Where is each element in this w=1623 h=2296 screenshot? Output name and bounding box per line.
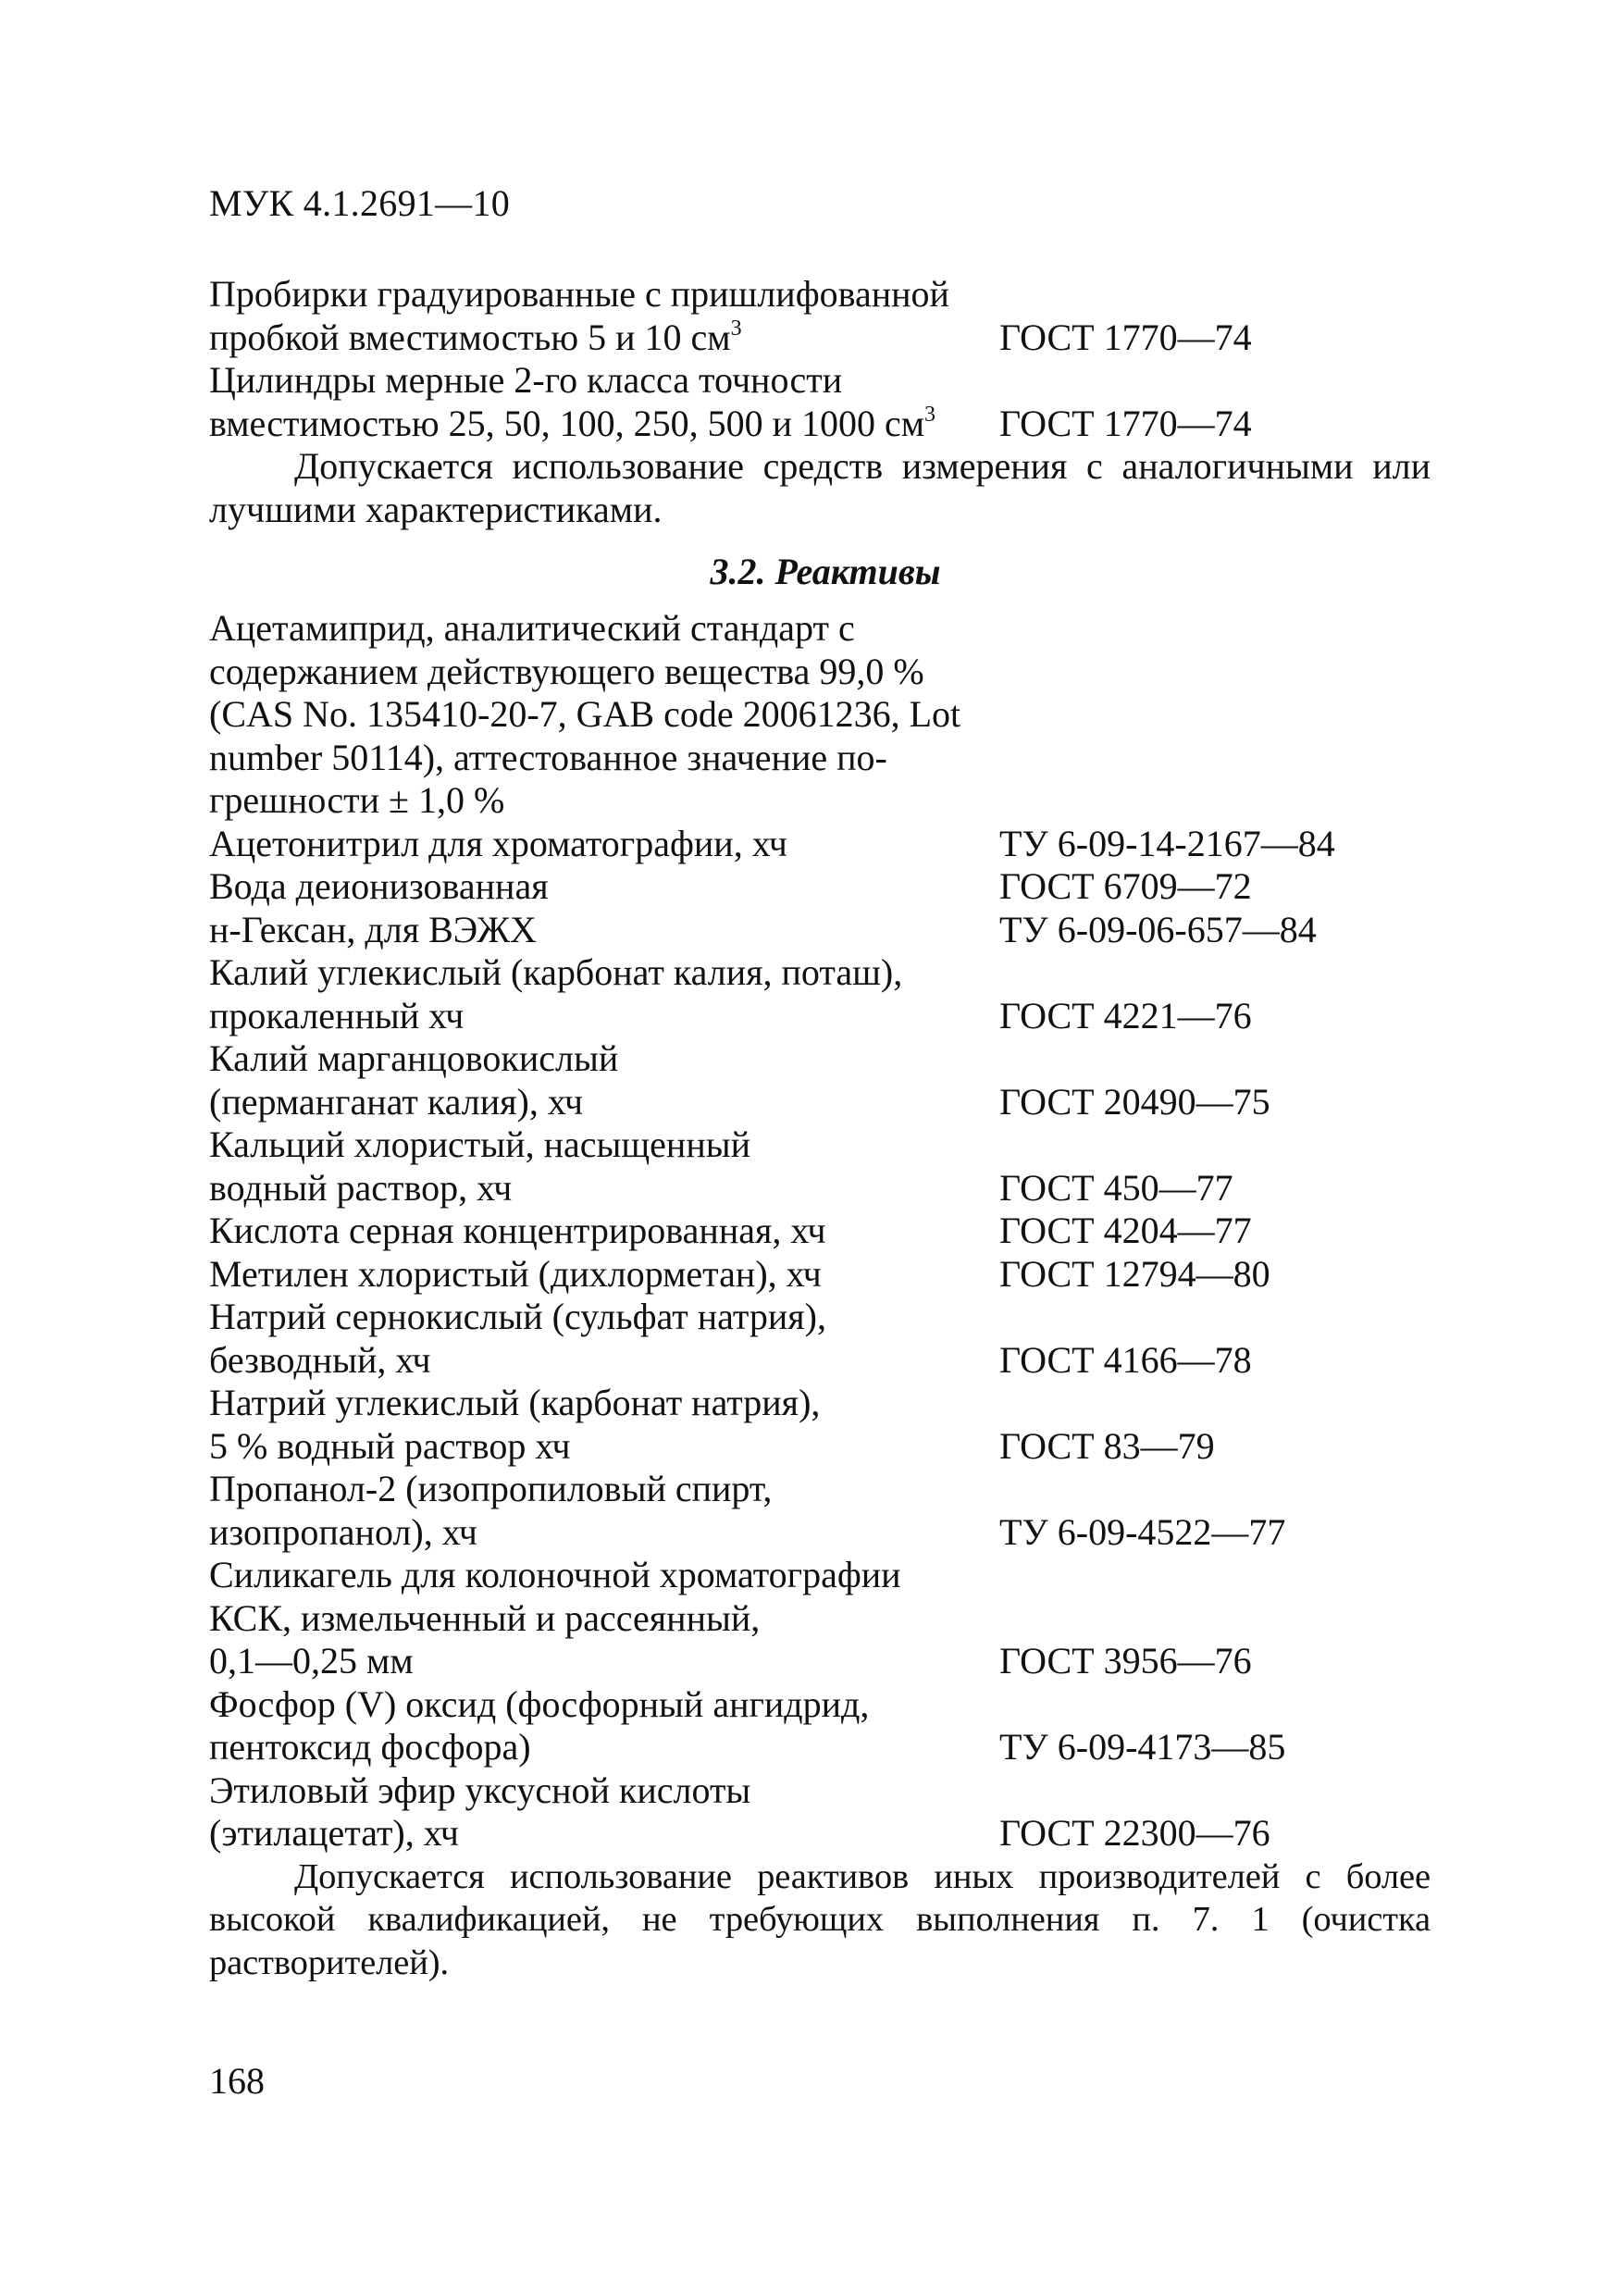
reagent-text: Калий углекислый (карбонат калия, поташ),: [209, 951, 903, 993]
gost-reference: ТУ 6-09-4173—85: [999, 1726, 1286, 1768]
reagent-text: изопропанол), хч: [209, 1510, 477, 1553]
reagent-text: Калий марганцовокислый: [209, 1037, 619, 1079]
reagent-line: [209, 951, 1431, 995]
equipment-text: Пробирки градуированные с пришлифованной: [209, 273, 949, 315]
reagent-line: [209, 1210, 1431, 1253]
equipment-line: [209, 403, 1431, 446]
equipment-line: [209, 316, 1431, 360]
reagent-text: number 50114), аттестованное значение по-: [209, 736, 887, 778]
reagent-line: [209, 1726, 1431, 1769]
gost-reference: ГОСТ 4221—76: [999, 994, 1252, 1036]
reagent-text: Ацетамиприд, аналитический стандарт с: [209, 607, 855, 649]
gost-reference: ТУ 6-09-4522—77: [999, 1510, 1286, 1553]
reagent-text: Вода деионизованная: [209, 865, 549, 907]
reagent-text: Пропанол-2 (изопропиловый спирт,: [209, 1468, 773, 1509]
document-code-header: МУК 4.1.2691—10: [209, 182, 511, 224]
reagent-line: [209, 1812, 1431, 1855]
equipment-text: вместимостью 25, 50, 100, 250, 500 и 1000 $см^3$: [209, 402, 936, 444]
reagent-line: [209, 779, 1431, 823]
reagent-line: [209, 1597, 1431, 1641]
reagent-line: [209, 865, 1431, 909]
reagent-text: (CAS No. 135410-20-7, GAB code 20061236, Lot: [209, 693, 961, 735]
reagent-line: [209, 1253, 1431, 1297]
reagent-line: [209, 995, 1431, 1038]
reagent-line: [209, 909, 1431, 952]
reagent-line: [209, 1339, 1431, 1383]
reagent-line: [209, 823, 1431, 866]
gost-reference: ГОСТ 1770—74: [999, 316, 1252, 358]
gost-reference: ГОСТ 12794—80: [999, 1252, 1270, 1295]
reagent-text: Кальций хлористый, насыщенный: [209, 1123, 750, 1165]
reagent-line: [209, 1769, 1431, 1813]
gost-reference: ГОСТ 1770—74: [999, 402, 1252, 444]
reagent-text: (перманганат калия), хч: [209, 1080, 583, 1123]
reagent-line: [209, 651, 1431, 694]
reagent-line: [209, 1425, 1431, 1469]
reagent-text: 0,1—0,25 мм: [209, 1640, 414, 1682]
equipment-note-paragraph: Допускается использование средств измерения с аналогичными или лучшими характеристиками.: [209, 445, 1431, 530]
gost-reference: ГОСТ 6709—72: [999, 865, 1252, 907]
equipment-line: [209, 359, 1431, 403]
reagent-text: Ацетонитрил для хроматографии, хч: [209, 822, 787, 864]
gost-reference: ТУ 6-09-06-657—84: [999, 908, 1317, 950]
reagent-line: [209, 1468, 1431, 1511]
reagent-text: грешности ± 1,0 %: [209, 779, 505, 821]
reagent-text: Натрий углекислый (карбонат натрия),: [209, 1382, 821, 1423]
reagent-line: [209, 1683, 1431, 1727]
reagent-text: 5 % водный раствор хч: [209, 1424, 571, 1467]
equipment-line: [209, 273, 1431, 316]
reagent-text: прокаленный хч: [209, 994, 465, 1036]
reagent-text: Фосфор (V) оксид (фосфорный ангидрид,: [209, 1682, 870, 1725]
gost-reference: ГОСТ 4204—77: [999, 1210, 1252, 1251]
reagent-line: [209, 693, 1431, 737]
reagent-line: [209, 607, 1431, 651]
reagent-line: [209, 1554, 1431, 1597]
reagent-line: [209, 1081, 1431, 1124]
reagent-line: [209, 737, 1431, 780]
reagent-text: содержанием действующего вещества 99,0 %: [209, 650, 924, 692]
reagent-text: Этиловый эфир уксусной кислоты: [209, 1769, 751, 1811]
gost-reference: ГОСТ 4166—78: [999, 1338, 1252, 1381]
reagent-text: водный раствор, хч: [209, 1166, 513, 1209]
reagent-line: [209, 1167, 1431, 1210]
reagent-text: (этилацетат), хч: [209, 1812, 459, 1854]
reagent-text: Метилен хлористый (дихлорметан), хч: [209, 1252, 822, 1295]
reagent-text: безводный, хч: [209, 1338, 431, 1381]
reagent-text: Силикагель для колоночной хроматографии: [209, 1554, 901, 1595]
gost-reference: ГОСТ 20490—75: [999, 1080, 1270, 1123]
unit-superscript: 3: [730, 316, 742, 341]
equipment-text: Цилиндры мерные 2-го класса точности: [209, 359, 843, 401]
reagent-line: [209, 1037, 1431, 1081]
equipment-text: пробкой вместимостью 5 и 10 $см^3$: [209, 316, 742, 358]
reagent-text: КСК, измельченный и рассеянный,: [209, 1596, 761, 1639]
reagent-line: [209, 1511, 1431, 1555]
unit-superscript: 3: [924, 402, 936, 427]
reagent-line: [209, 1296, 1431, 1339]
page-number: 168: [209, 2060, 265, 2102]
gost-reference: ГОСТ 450—77: [999, 1166, 1233, 1209]
section-title: 3.2. Реактивы: [710, 551, 941, 592]
reagent-text: Кислота серная концентрированная, хч: [209, 1210, 826, 1251]
page-content: [209, 273, 1431, 1984]
gost-reference: ГОСТ 83—79: [999, 1424, 1215, 1467]
gost-reference: ГОСТ 3956—76: [999, 1640, 1252, 1682]
gost-reference: ТУ 6-09-14-2167—84: [999, 822, 1335, 864]
reagent-line: [209, 1640, 1431, 1683]
reagent-text: н-Гексан, для ВЭЖХ: [209, 908, 537, 950]
reagent-text: пентоксид фосфора): [209, 1726, 531, 1768]
gost-reference: ГОСТ 22300—76: [999, 1812, 1270, 1854]
reagents-note-paragraph: Допускается использование реактивов иных производителей с более высокой квалификацией, не требующих выполнения п. 7. 1 (очистка растворителей).: [209, 1856, 1431, 1982]
reagent-line: [209, 1382, 1431, 1425]
reagent-line: [209, 1123, 1431, 1167]
reagent-text: Натрий сернокислый (сульфат натрия),: [209, 1296, 826, 1337]
